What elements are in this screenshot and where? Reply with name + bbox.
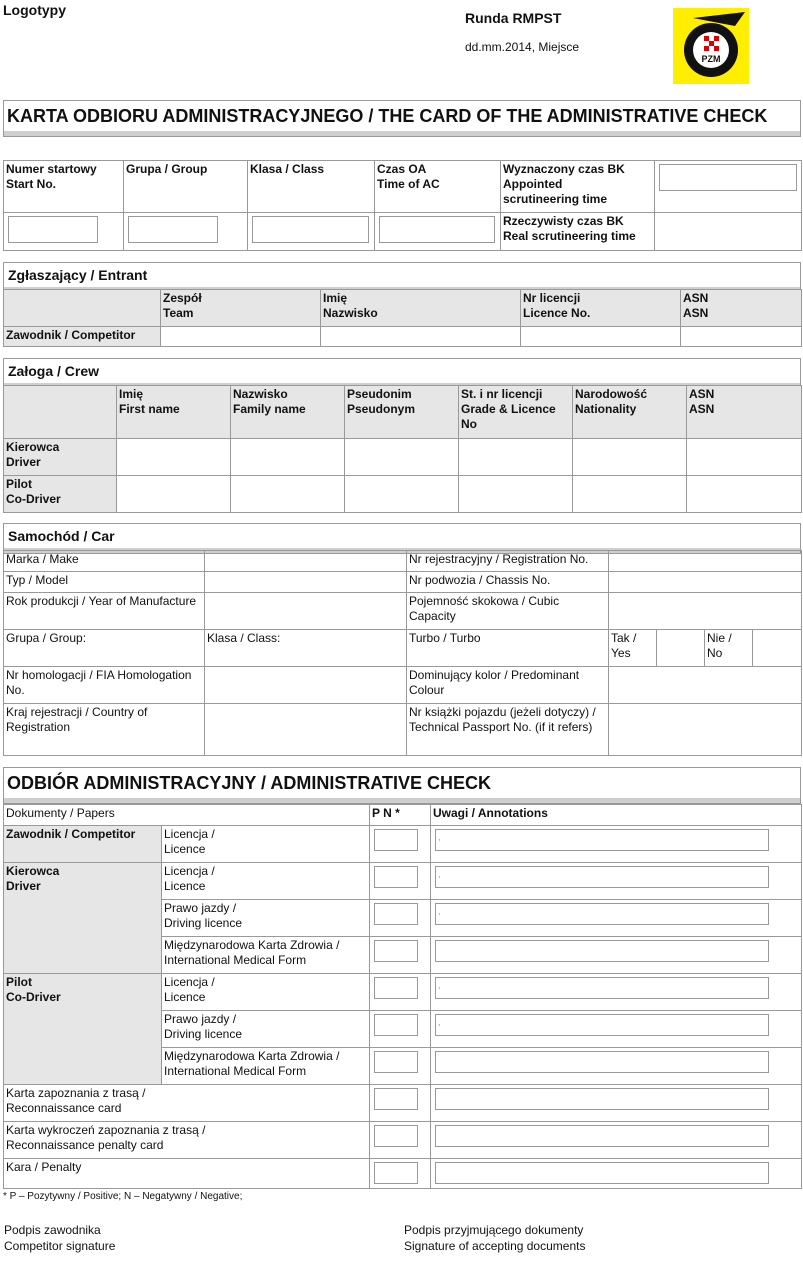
start-no-label: Numer startowy <box>6 162 97 176</box>
passport-label: Nr książki pojazdu (jeżeli dotyczy) / Technical Passport No. (if it refers) <box>407 704 609 756</box>
car-group-label: Grupa / Group: <box>4 630 205 667</box>
real-time-cell[interactable] <box>655 213 802 251</box>
annotation-input[interactable] <box>435 1125 769 1147</box>
pn-input[interactable] <box>374 1088 418 1110</box>
top-table: Numer startowy Start No. Grupa / Group Klasa / Class Czas OA Time of AC Wyznaczony czas BK Appointed scrutineering time Rzeczywisty czas BK Real scrutineering time <box>3 160 802 251</box>
appointed-time-input[interactable] <box>659 164 797 191</box>
card-title-section <box>3 100 801 137</box>
annotation-input[interactable]: , <box>435 1014 769 1036</box>
pn-input[interactable] <box>374 1051 418 1073</box>
admin-section <box>3 767 801 804</box>
pzm-logo <box>673 8 749 84</box>
group-label: Grupa / Group <box>124 161 248 213</box>
admin-competitor-label: Zawodnik / Competitor <box>4 826 162 863</box>
pn-input[interactable] <box>374 1125 418 1147</box>
car-class-label: Klasa / Class: <box>205 630 407 667</box>
turbo-no-label: Nie / <box>707 631 732 645</box>
homolog-label: Nr homologacji / FIA Homologation No. <box>4 667 205 704</box>
pn-input[interactable] <box>374 903 418 925</box>
turbo-yes-label: Tak / <box>611 631 637 645</box>
penalty-doc: Kara / Penalty <box>4 1159 370 1189</box>
card-title: KARTA ODBIORU ADMINISTRACYJNEGO / THE CARD OF THE ADMINISTRATIVE CHECK <box>7 106 768 126</box>
footnote: * P – Pozytywny / Positive; N – Negatywny / Negative; <box>3 1191 243 1202</box>
time-oa-input[interactable] <box>379 216 495 243</box>
admin-driver-label: Kierowca <box>6 864 60 878</box>
annotations-label: Uwagi / Annotations <box>431 805 802 826</box>
licence-doc: Licencja / <box>164 975 215 989</box>
appointed-label: Wyznaczony czas BK <box>503 162 625 176</box>
annotation-input[interactable] <box>435 1162 769 1184</box>
entrant-table: Zespół Team Imię Nazwisko Nr licencji Licence No. ASN ASN Zawodnik / Competitor <box>3 289 802 347</box>
class-input[interactable] <box>252 216 369 243</box>
chassis-label: Nr podwozia / Chassis No. <box>407 572 609 593</box>
country-label: Kraj rejestracji / Country of Registration <box>4 704 205 756</box>
crew-header: St. i nr licencji <box>461 387 543 401</box>
class-label: Klasa / Class <box>248 161 375 213</box>
year-label: Rok produkcji / Year of Manufacture <box>4 593 205 630</box>
licence-doc: Licencja / <box>164 827 215 841</box>
model-label: Typ / Model <box>4 572 205 593</box>
crew-header: Narodowość <box>575 387 648 401</box>
pn-input[interactable] <box>374 1162 418 1184</box>
turbo-no-cell[interactable] <box>753 630 802 667</box>
entrant-title: Zgłaszający / Entrant <box>8 267 148 283</box>
asn-label: ASN <box>683 291 709 305</box>
licence-label: Nr licencji <box>523 291 581 305</box>
name-label: Imię <box>323 291 348 305</box>
competitor-label: Zawodnik / Competitor <box>4 327 161 347</box>
competitor-signature: Podpis zawodnika Competitor signature <box>4 1223 116 1253</box>
pn-input[interactable] <box>374 977 418 999</box>
licence-doc: Licencja / <box>164 864 215 878</box>
pn-input[interactable] <box>374 866 418 888</box>
time-oa-label: Czas OA <box>377 162 427 176</box>
pn-label: P N * <box>370 805 431 826</box>
admin-codriver-label: Pilot <box>6 975 32 989</box>
medical-doc: Międzynarodowa Karta Zdrowia / <box>164 1049 340 1063</box>
papers-label: Dokumenty / Papers <box>4 805 370 826</box>
start-no-input[interactable] <box>8 216 98 243</box>
recce-penalty-doc: Karta wykroczeń zapoznania z trasą / <box>6 1123 206 1137</box>
entrant-team-cell[interactable] <box>161 327 321 347</box>
annotation-input[interactable] <box>435 1051 769 1073</box>
annotation-input[interactable]: , <box>435 866 769 888</box>
entrant-name-cell[interactable] <box>321 327 521 347</box>
crew-codriver-label: Pilot <box>6 477 32 491</box>
crew-table: Imię First name Nazwisko Family name Pseudonim Pseudonym St. i nr licencji Grade & Licence No Narodowość Nationality ASN ASN Kierowca Driver Pilot Co-Driver <box>3 385 802 513</box>
annotation-input[interactable] <box>435 940 769 962</box>
colour-label: Dominujący kolor / Predominant Colour <box>407 667 609 704</box>
car-title: Samochód / Car <box>8 528 115 544</box>
crew-header: Nazwisko <box>233 387 288 401</box>
recce-doc: Karta zapoznania z trasą / <box>6 1086 146 1100</box>
capacity-label: Pojemność skokowa / Cubic Capacity <box>407 593 609 630</box>
admin-title: ODBIÓR ADMINISTRACYJNY / ADMINISTRATIVE CHECK <box>7 773 492 793</box>
annotation-input[interactable]: , <box>435 903 769 925</box>
pn-input[interactable] <box>374 829 418 851</box>
annotation-input[interactable]: , <box>435 829 769 851</box>
date-place: dd.mm.2014, Miejsce <box>465 40 580 54</box>
admin-table: Dokumenty / Papers P N * Uwagi / Annotations Zawodnik / Competitor Licencja / Licence , Kierowca Driver Licencja / Licence , Prawo jazdy / Driving licence , Międzynarodowa Karta Zdrowia / International Medical Form Pilot Co-Driver Licencja / Licence , Prawo jazdy / Driving licence , Międzynarodowa Karta Zdrowia / International Medical Form Karta zapoznania z trasą / Reconnaissance card Karta wykroczeń zapoznania z trasą / Reconnaissance penalty card Kara / Penalty <box>3 804 802 1189</box>
real-time-label: Rzeczywisty czas BK <box>503 214 624 228</box>
logo-text: PZM <box>701 54 721 64</box>
make-label: Marka / Make <box>4 551 205 572</box>
entrant-asn-cell[interactable] <box>681 327 802 347</box>
annotation-input[interactable]: , <box>435 977 769 999</box>
crew-header: Pseudonim <box>347 387 412 401</box>
reg-no-label: Nr rejestracyjny / Registration No. <box>407 551 609 572</box>
pn-input[interactable] <box>374 940 418 962</box>
annotation-input[interactable] <box>435 1088 769 1110</box>
entrant-licence-cell[interactable] <box>521 327 681 347</box>
medical-doc: Międzynarodowa Karta Zdrowia / <box>164 938 340 952</box>
crew-title: Załoga / Crew <box>8 363 100 379</box>
driving-doc: Prawo jazdy / <box>164 901 237 915</box>
accepting-signature: Podpis przyjmującego dokumenty Signature of accepting documents <box>404 1223 586 1253</box>
driving-doc: Prawo jazdy / <box>164 1012 237 1026</box>
pn-input[interactable] <box>374 1014 418 1036</box>
crew-driver-label: Kierowca <box>6 440 60 454</box>
car-table: Marka / Make Nr rejestracyjny / Registration No. Typ / Model Nr podwozia / Chassis No. Rok produkcji / Year of Manufacture Pojemność skokowa / Cubic Capacity Grupa / Group: Klasa / Class: Turbo / Turbo Tak / Yes Nie / No Nr homologacji / FIA Homologation No. Dominujący kolor / Predominant Colour Kraj rejestracji / Country of Registration Nr książki pojazdu (jeżeli dotyczy) / Technical Passport No. (if it refers) <box>3 550 802 756</box>
crew-header: Imię <box>119 387 144 401</box>
logotypy-label: Logotypy <box>3 2 66 18</box>
turbo-yes-cell[interactable] <box>657 630 705 667</box>
crew-header: ASN <box>689 387 715 401</box>
team-label: Zespół <box>163 291 202 305</box>
group-input[interactable] <box>128 216 218 243</box>
turbo-label: Turbo / Turbo <box>407 630 609 667</box>
round-title: Runda RMPST <box>465 10 562 26</box>
